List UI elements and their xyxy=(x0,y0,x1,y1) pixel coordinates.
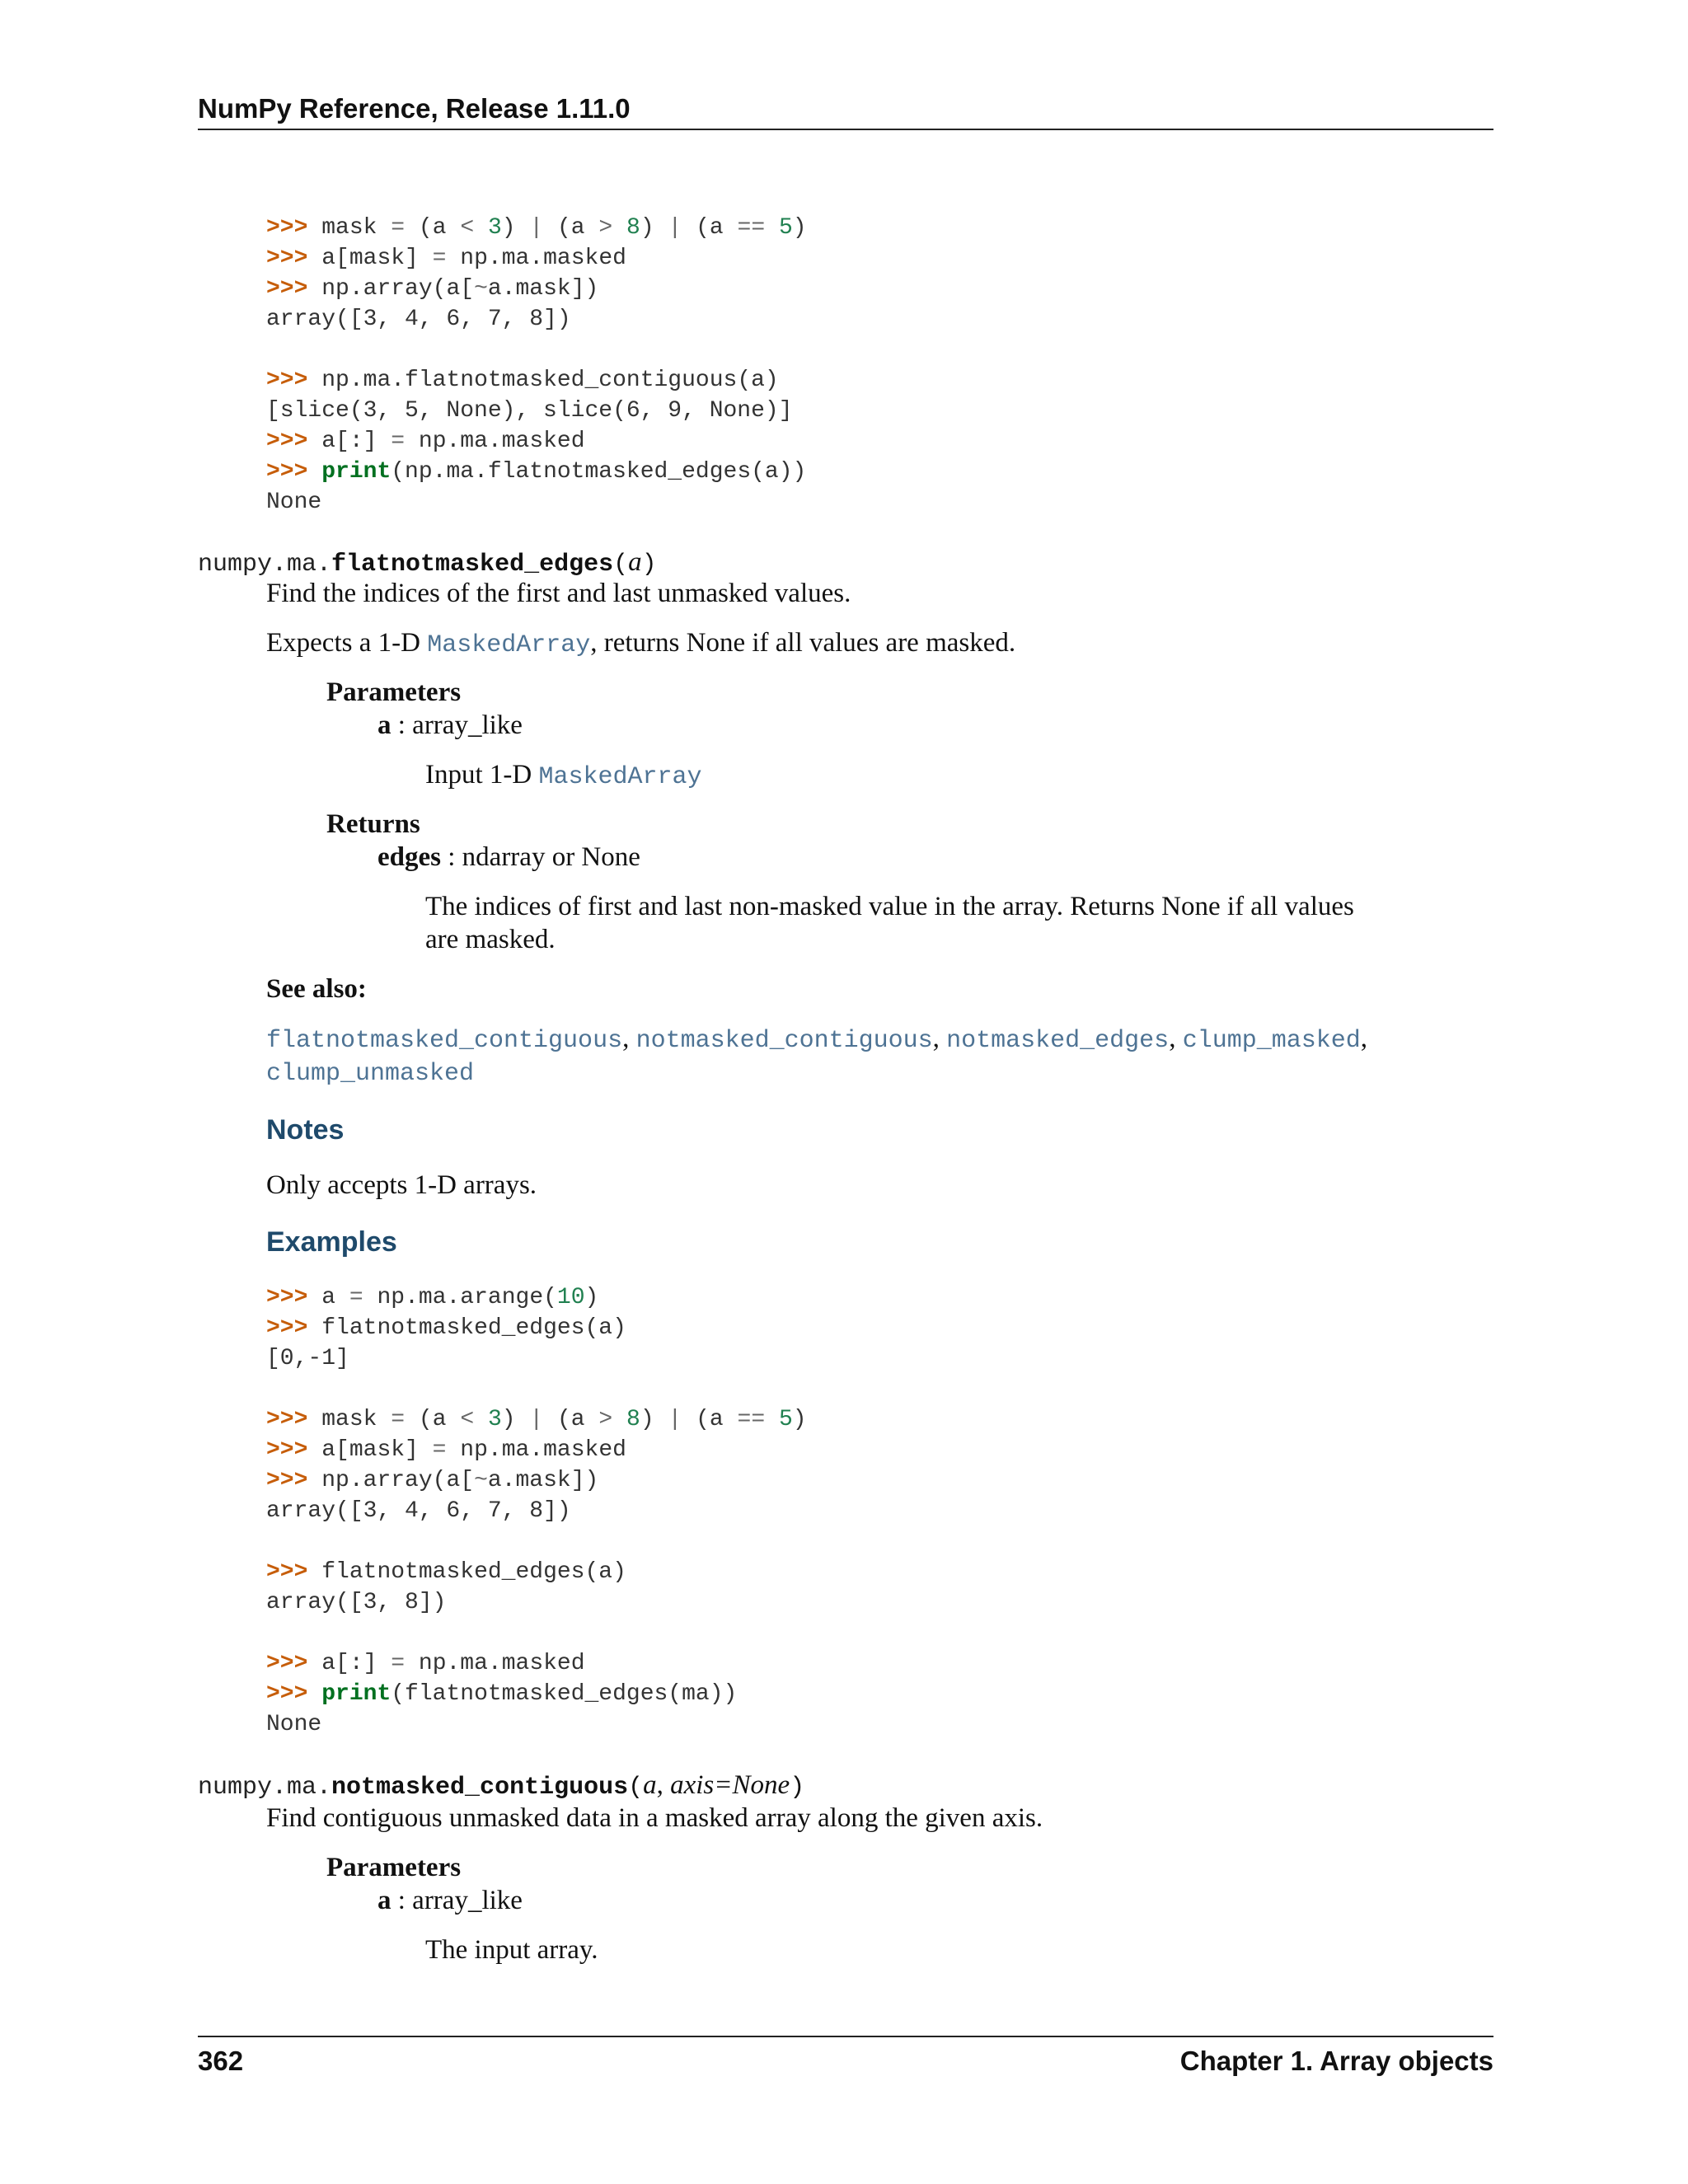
return-description: are masked. xyxy=(425,925,556,954)
code-output: array([3, 4, 6, 7, 8]) xyxy=(266,1498,571,1524)
notes-heading: Notes xyxy=(266,1114,345,1146)
see-also-links xyxy=(266,1055,474,1090)
chapter-title: Chapter 1. Array objects xyxy=(1179,2046,1493,2076)
code-output: None xyxy=(266,1712,322,1737)
param-a-description: The input array. xyxy=(425,1935,598,1965)
code-line: >>> a[:] = np.ma.masked xyxy=(266,1651,585,1676)
see-also-link[interactable]: notmasked_contiguous xyxy=(635,1027,933,1055)
page-number: 362 xyxy=(198,2046,244,2076)
code-line: >>> np.array(a[~a.mask]) xyxy=(266,276,599,302)
see-also-label: See also: xyxy=(266,974,367,1004)
function-signature-notmasked-contiguous: numpy.ma.notmasked_contiguous(a, axis=None) xyxy=(198,1770,805,1802)
code-output: None xyxy=(266,490,322,515)
see-also-link[interactable]: flatnotmasked_contiguous xyxy=(266,1027,623,1055)
code-line: >>> print(np.ma.flatnotmasked_edges(a)) xyxy=(266,459,807,485)
return-edges: edges : ndarray or None xyxy=(377,842,640,872)
code-line: >>> np.ma.flatnotmasked_contiguous(a) xyxy=(266,368,779,393)
code-block-top xyxy=(266,213,807,518)
see-also-links: flatnotmasked_contiguous, notmasked_contiguous, notmasked_edges, clump_masked, xyxy=(266,1024,1367,1055)
function-summary: Find the indices of the first and last unmasked values. xyxy=(266,579,851,608)
code-line: >>> a[mask] = np.ma.masked xyxy=(266,246,626,271)
notes-text: Only accepts 1-D arrays. xyxy=(266,1170,537,1200)
parameters-label: Parameters xyxy=(326,677,462,707)
page-footer xyxy=(198,2036,1493,2077)
running-header: NumPy Reference, Release 1.11.0 xyxy=(198,92,1493,130)
code-output: [slice(3, 5, None), slice(6, 9, None)] xyxy=(266,398,793,424)
see-also-link[interactable]: notmasked_edges xyxy=(946,1027,1170,1055)
maskedarray-link[interactable]: MaskedArray xyxy=(427,631,591,659)
see-also-link[interactable]: clump_unmasked xyxy=(266,1060,475,1088)
code-line: >>> a[mask] = np.ma.masked xyxy=(266,1437,626,1463)
code-line: >>> a[:] = np.ma.masked xyxy=(266,429,585,454)
returns-label: Returns xyxy=(326,809,420,839)
param-a-description: Input 1-D MaskedArray xyxy=(425,760,702,791)
param-a: a : array_like xyxy=(377,710,523,740)
code-line: >>> np.array(a[~a.mask]) xyxy=(266,1468,599,1493)
return-description: The indices of first and last non-masked value in the array. Returns None if all values xyxy=(425,892,1354,921)
code-line: >>> flatnotmasked_edges(a) xyxy=(266,1559,626,1585)
code-line: >>> print(flatnotmasked_edges(ma)) xyxy=(266,1681,738,1707)
maskedarray-link[interactable]: MaskedArray xyxy=(538,763,702,791)
code-output: array([3, 4, 6, 7, 8]) xyxy=(266,307,571,332)
param-a: a : array_like xyxy=(377,1886,523,1915)
code-line: >>> flatnotmasked_edges(a) xyxy=(266,1315,626,1341)
code-line: >>> mask = (a < 3) | (a > 8) | (a == 5) xyxy=(266,215,807,241)
code-line: >>> a = np.ma.arange(10) xyxy=(266,1285,599,1310)
code-output: array([3, 8]) xyxy=(266,1590,447,1615)
see-also-link[interactable]: clump_masked xyxy=(1182,1027,1361,1055)
code-line: >>> mask = (a < 3) | (a > 8) | (a == 5) xyxy=(266,1407,807,1432)
parameters-label: Parameters xyxy=(326,1853,462,1882)
function-description: Expects a 1-D MaskedArray, returns None if all values are masked. xyxy=(266,628,1016,659)
code-output: [0,-1] xyxy=(266,1346,349,1371)
function-summary: Find contiguous unmasked data in a masked array along the given axis. xyxy=(266,1803,1043,1833)
function-signature-flatnotmasked-edges: numpy.ma.flatnotmasked_edges(a) xyxy=(198,547,657,579)
examples-heading: Examples xyxy=(266,1226,397,1258)
code-block-examples xyxy=(266,1282,807,1740)
